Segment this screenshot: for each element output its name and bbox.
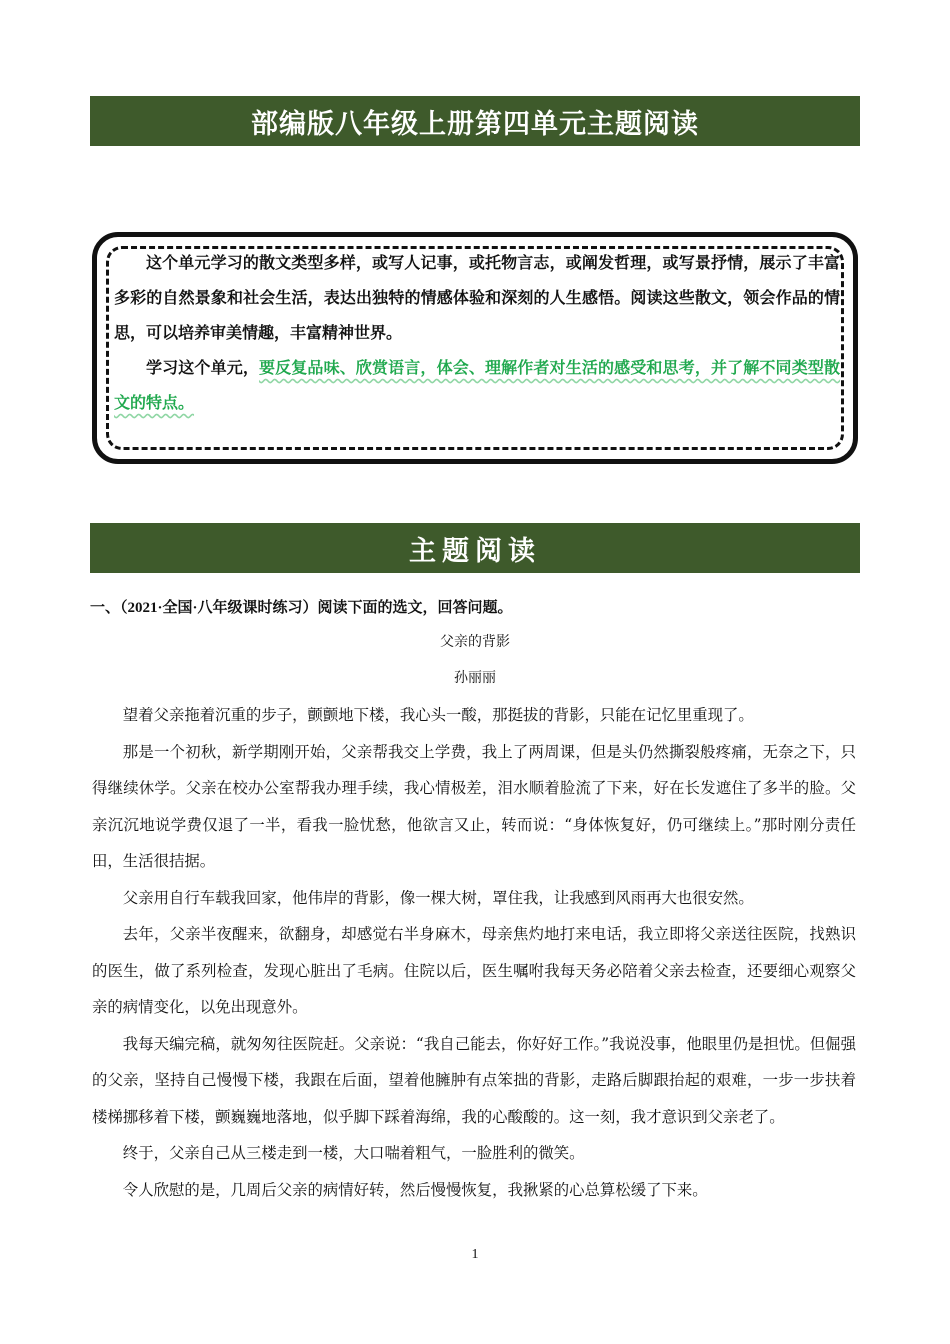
article-paragraph: 我每天编完稿，就匆匆往医院赶。父亲说：“我自己能去，你好好工作。”我说没事，他眼里仍是担忧。但倔强的父亲，坚持自己慢慢下楼，我跟在后面，望着他臃肿有点笨拙的背影，走路后脚跟抬起的艰难，一步一步扶着楼梯挪移着下楼，颤巍巍地落地，似乎脚下踩着海绵，我的心酸酸的。这一刻，我才意识到父亲老了。 xyxy=(92,1034,856,1126)
intro-paragraph xyxy=(114,350,840,420)
article-paragraph: 令人欣慰的是，几周后父亲的病情好转，然后慢慢恢复，我揪紧的心总算松缓了下来。 xyxy=(122,1180,708,1199)
article-paragraph: 父亲用自行车载我回家，他伟岸的背影，像一棵大树，罩住我，让我感到风雨再大也很安然。 xyxy=(122,888,754,907)
intro-highlight: 要反复品味、欣赏语言，体会、理解作者对生活的感受和思考，并了解不同类型散文的特点。 xyxy=(114,358,840,412)
page-number: 1 xyxy=(471,1247,479,1262)
article-paragraph: 去年，父亲半夜醒来，欲翻身，却感觉右半身麻木，母亲焦灼地打来电话，我立即将父亲送往医院，找熟识的医生，做了系列检查，发现心脏出了毛病。住院以后，医生嘱咐我每天务必陪着父亲去检查，还要细心观察父亲的病情变化，以免出现意外。 xyxy=(92,925,856,1016)
page-title: 部编版八年级上册第四单元主题阅读 xyxy=(251,108,699,140)
article-title: 父亲的背影 xyxy=(440,634,510,650)
intro-lead: 学习这个单元， xyxy=(146,358,259,377)
intro-paragraph: 这个单元学习的散文类型多样，或写人记事，或托物言志，或阐发哲理，或写景抒情，展示了丰富多彩的自然景象和社会生活，表达出独特的情感体验和深刻的人生感悟。阅读这些散文，领会作品的情思，可以培养审美情趣，丰富精神世界。 xyxy=(114,253,840,342)
article-paragraph: 望着父亲拖着沉重的步子，颤颤地下楼，我心头一酸，那挺拔的背影，只能在记忆里重现了。 xyxy=(122,706,754,724)
section-title: 主题阅读 xyxy=(409,535,541,567)
article-paragraph: 那是一个初秋，新学期刚开始，父亲帮我交上学费，我上了两周课，但是头仍然撕裂般疼痛，无奈之下，只得继续休学。父亲在校办公室帮我办理手续，我心情极差，泪水顺着脸流了下来，好在长发遮住了多半的脸。父亲沉沉地说学费仅退了一半，看我一脸忧愁，他欲言又止，转而说：“身体恢复好，仍可继续上。”那时刚分责任田，生活很拮据。 xyxy=(92,742,856,870)
article-body xyxy=(92,697,856,1208)
intro-text xyxy=(114,245,840,420)
article-author: 孙丽丽 xyxy=(454,670,496,686)
section-banner xyxy=(90,523,860,573)
page-title-banner xyxy=(90,96,860,146)
article-paragraph: 终于，父亲自己从三楼走到一楼，大口喘着粗气，一脸胜利的微笑。 xyxy=(122,1144,585,1162)
question-heading: 一、（2021·全国·八年级课时练习）阅读下面的选文，回答问题。 xyxy=(90,600,513,616)
